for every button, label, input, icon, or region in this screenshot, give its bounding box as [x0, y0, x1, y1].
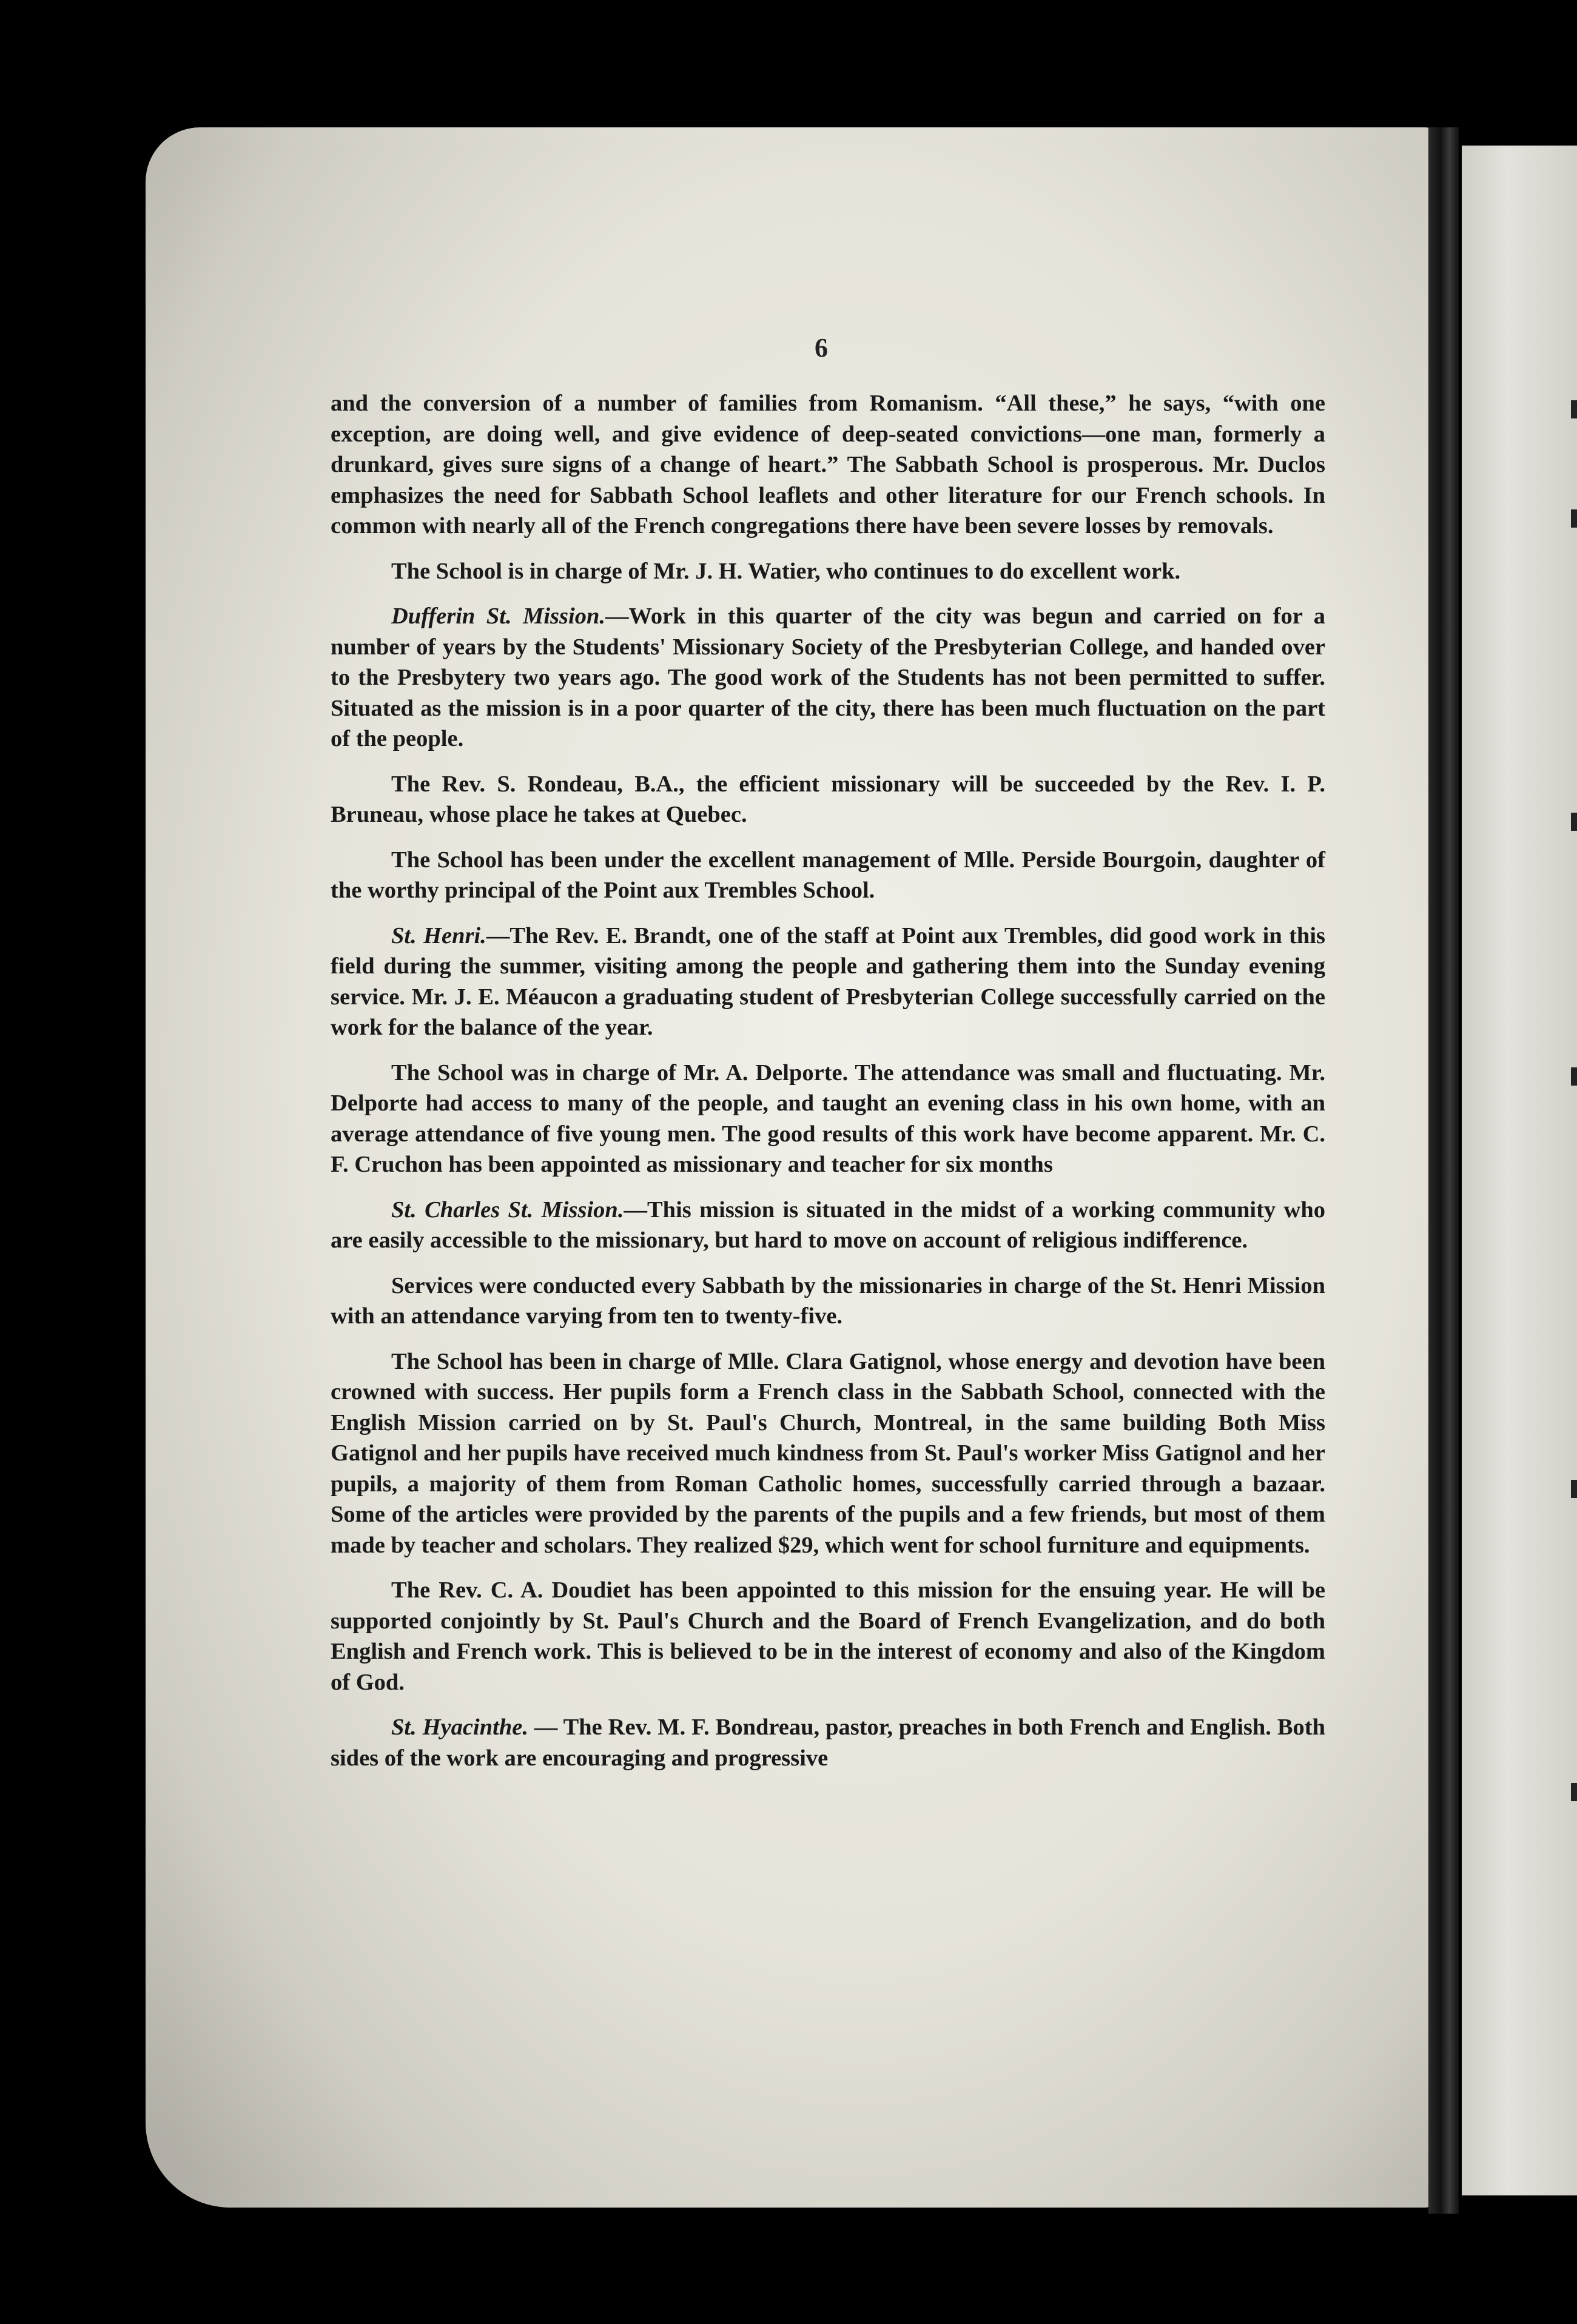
paragraph: Services were conducted every Sabbath by the missionaries in charge of the St. Henri Mission with an attendance varying from ten to twenty-five. [331, 1272, 1325, 1329]
book-spine [1428, 127, 1459, 2214]
paragraph: The Rev. C. A. Doudiet has been appointed to this mission for the ensuing year. He will be supported conjointly by St. Paul's Church and the Board of French Evangelization, and do both English and French work. This is believed to be in the interest of economy and also of the Kingdom of God. [331, 1577, 1325, 1695]
paragraph: The School was in charge of Mr. A. Delporte. The attendance was small and fluctuating. Mr. Delporte had access to many of the people, and taught an evening class in his own home, with an average attendance of five young men. The good results of this work have become apparent. Mr. C. F. Cruchon has been appointed as missionary and teacher for six months [331, 1060, 1325, 1177]
section-heading: St. Henri. [391, 922, 486, 949]
paragraph: Dufferin St. Mission.—Work in this quarter of the city was begun and carried on for a number of years by the Students' Missionary Society of the Presbyterian College, and handed over to the Presbytery two years ago. The good work of the Students has not been permitted to suffer. Situated as the mission is in a poor quarter of the city, there has been much fluctuation on the part of the people. [331, 603, 1325, 751]
paragraph: St. Henri.—The Rev. E. Brandt, one of the staff at Point aux Trembles, did good work in this field during the summer, visiting among the people and gathering them into the Sunday evening service. Mr. J. E. Méaucon a graduating student of Presbyterian College successfully carried on the work for the balance of the year. [331, 922, 1326, 1040]
section-heading: St. Charles St. Mission. [391, 1197, 624, 1223]
paragraph: The Rev. S. Rondeau, B.A., the efficient missionary will be succeeded by the Rev. I. P. Bruneau, whose place he takes at Quebec. [331, 771, 1325, 827]
paragraph: St. Hyacinthe. — The Rev. M. F. Bondreau, pastor, preaches in both French and English. Both sides of the work are encouraging and progressive [331, 1714, 1325, 1771]
page-body [331, 327, 1325, 1788]
paragraph: The School has been under the excellent management of Mlle. Perside Bourgoin, daughter of the worthy principal of the Point aux Trembles School. [331, 847, 1325, 903]
adjacent-page-edge [1462, 146, 1577, 2195]
page-number: 6 [815, 333, 828, 363]
paragraph: and the conversion of a number of families from Romanism. “All these,” he says, “with one exception, are doing well, and give evidence of deep-seated convictions—one man, formerly a drunkard, gives sure signs of a change of heart.” The Sabbath School is prosperous. Mr. Duclos emphasizes the need for Sabbath School leaflets and other literature for our French schools. In common with nearly all of the French congregations there have been severe losses by removals. [331, 391, 1325, 539]
section-heading: Dufferin St. Mission. [391, 603, 606, 629]
section-heading: St. Hyacinthe. [391, 1714, 528, 1740]
paragraph: St. Charles St. Mission.—This mission is situated in the midst of a working community who are easily accessible to the missionary, but hard to move on account of religious indifference. [331, 1197, 1325, 1253]
paragraph: The School has been in charge of Mlle. Clara Gatignol, whose energy and devotion have been crowned with success. Her pupils form a French class in the Sabbath School, connected with the English Mission carried on by St. Paul's Church, Montreal, in the same building Both Miss Gatignol and her pupils have received much kindness from St. Paul's worker Miss Gatignol and her pupils, a majority of them from Roman Catholic homes, successfully carried through a bazaar. Some of the articles were provided by the parents of the pupils and a few friends, but most of them made by teacher and scholars. They realized $29, which went for school furniture and equipments. [331, 1348, 1325, 1558]
paragraph: The School is in charge of Mr. J. H. Watier, who continues to do excellent work. [391, 558, 1181, 584]
